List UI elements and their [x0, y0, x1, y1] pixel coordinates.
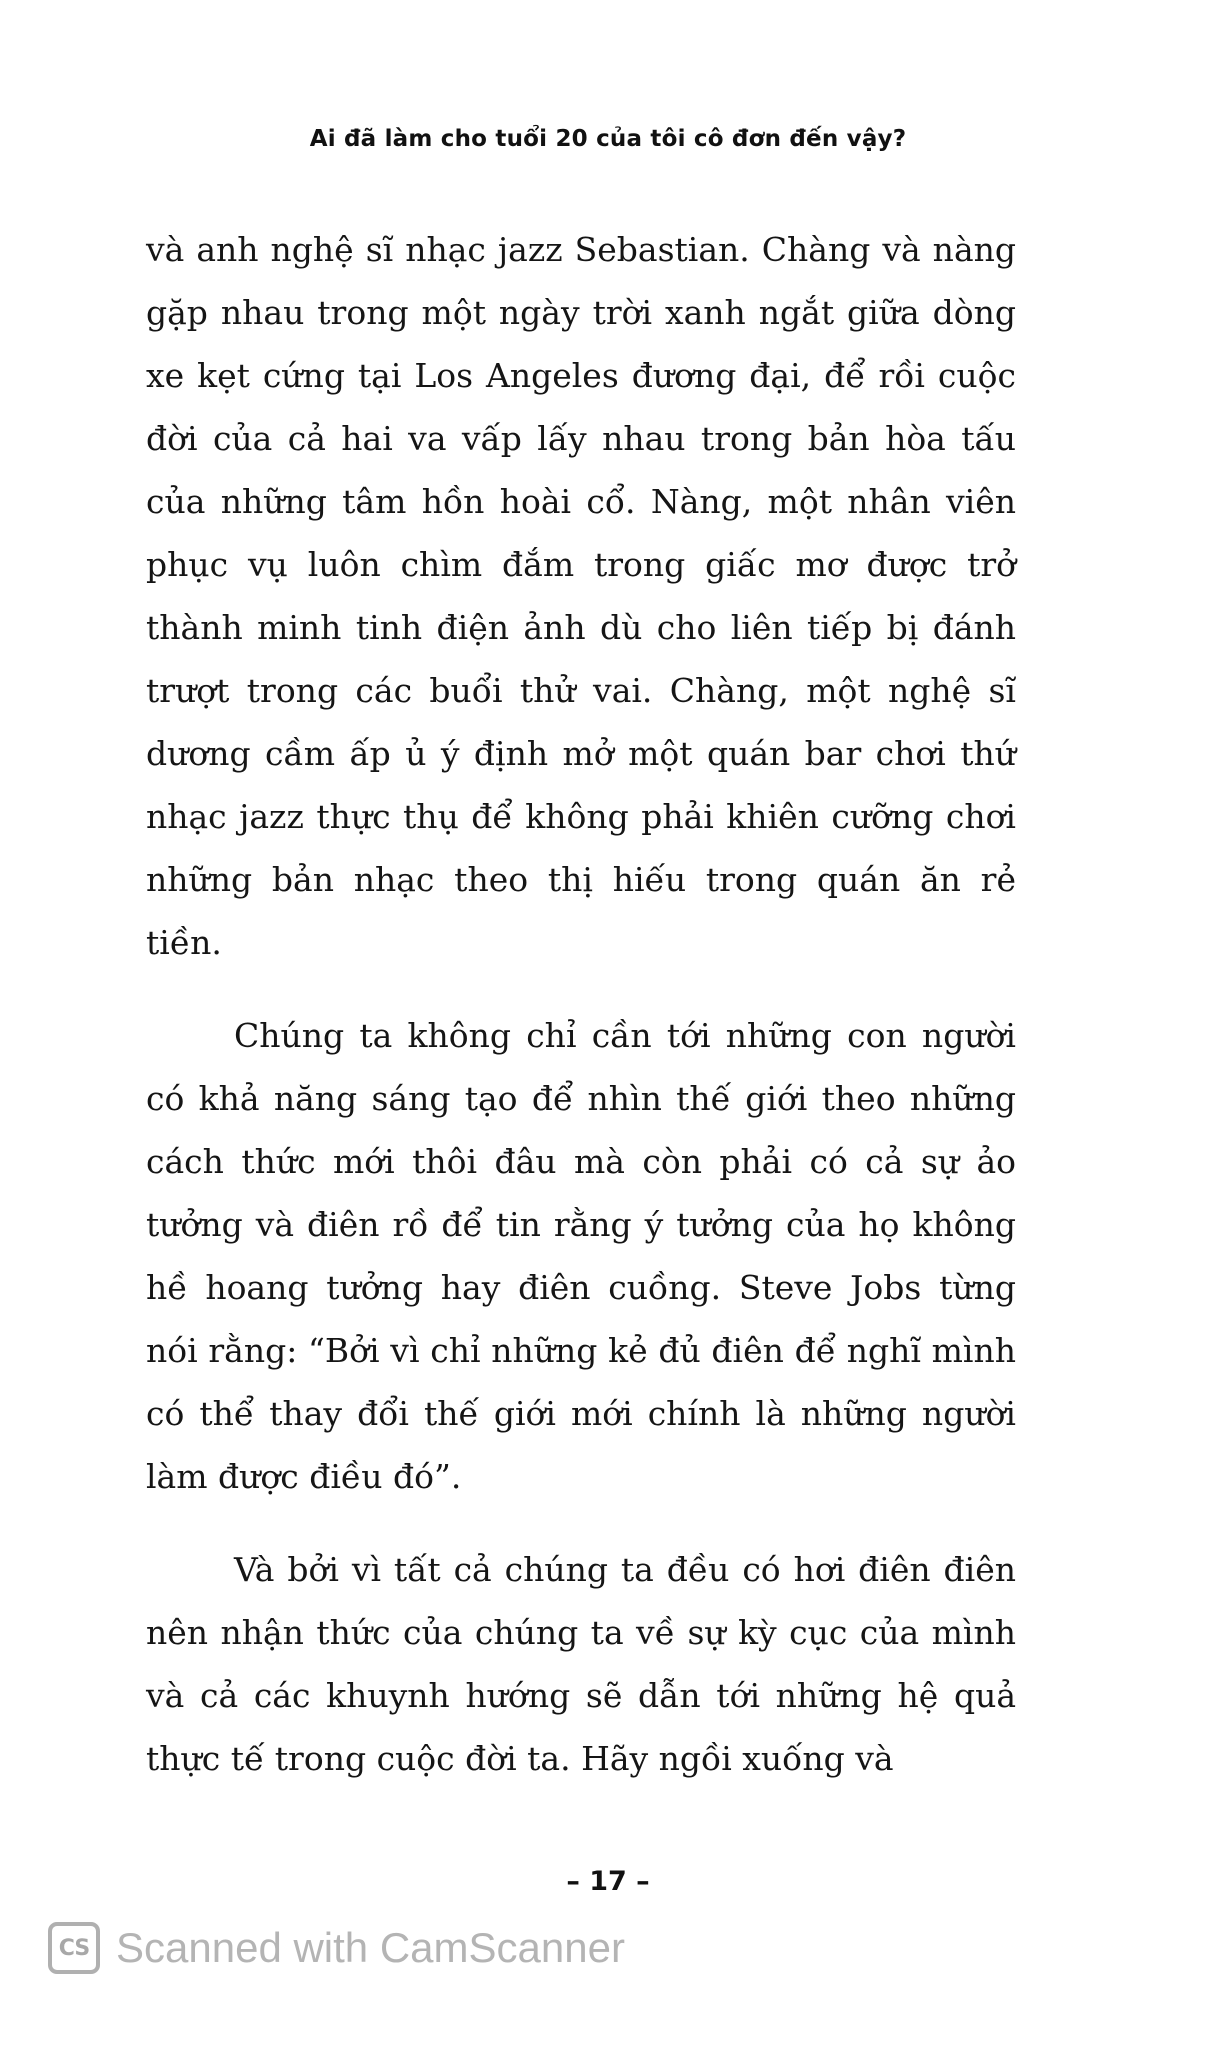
paragraph-1: và anh nghệ sĩ nhạc jazz Sebastian. Chàng và nàng gặp nhau trong một ngày trời xanh ngắt giữa dòng xe kẹt cứng tại Los Angeles đương đại, để rồi cuộc đời của cả hai va vấp lấy nhau trong bản hòa tấu của những tâm hồn hoài cổ. Nàng, một nhân viên phục vụ luôn chìm đắm trong giấc mơ được trở thành minh tinh điện ảnh dù cho liên tiếp bị đánh trượt trong các buổi thử vai. Chàng, một nghệ sĩ dương cầm ấp ủ ý định mở một quán bar chơi thứ nhạc jazz thực thụ để không phải khiên cưỡng chơi những bản nhạc theo thị hiếu trong quán ăn rẻ tiền. — [146, 230, 1016, 962]
paragraph-3: Và bởi vì tất cả chúng ta đều có hơi điên điên nên nhận thức của chúng ta về sự kỳ cục của mình và cả các khuynh hướng sẽ dẫn tới những hệ quả thực tế trong cuộc đời ta. Hãy ngồi xuống và — [146, 1550, 1016, 1778]
running-header: Ai đã làm cho tuổi 20 của tôi cô đơn đến vậy? — [309, 126, 907, 152]
paragraph-2: Chúng ta không chỉ cần tới những con người có khả năng sáng tạo để nhìn thế giới theo những cách thức mới thôi đâu mà còn phải có cả sự ảo tưởng và điên rồ để tin rằng ý tưởng của họ không hề hoang tưởng hay điên cuồng. Steve Jobs từng nói rằng: “Bởi vì chỉ những kẻ đủ điên để nghĩ mình có thể thay đổi thế giới mới chính là những người làm được điều đó”. — [146, 1016, 1016, 1496]
body-text — [146, 218, 1016, 1790]
watermark-text: Scanned with CamScanner — [116, 1924, 625, 1971]
page-number: – 17 – — [566, 1866, 650, 1897]
camscanner-watermark — [48, 1922, 625, 1974]
camscanner-logo-icon: CS — [48, 1922, 100, 1974]
